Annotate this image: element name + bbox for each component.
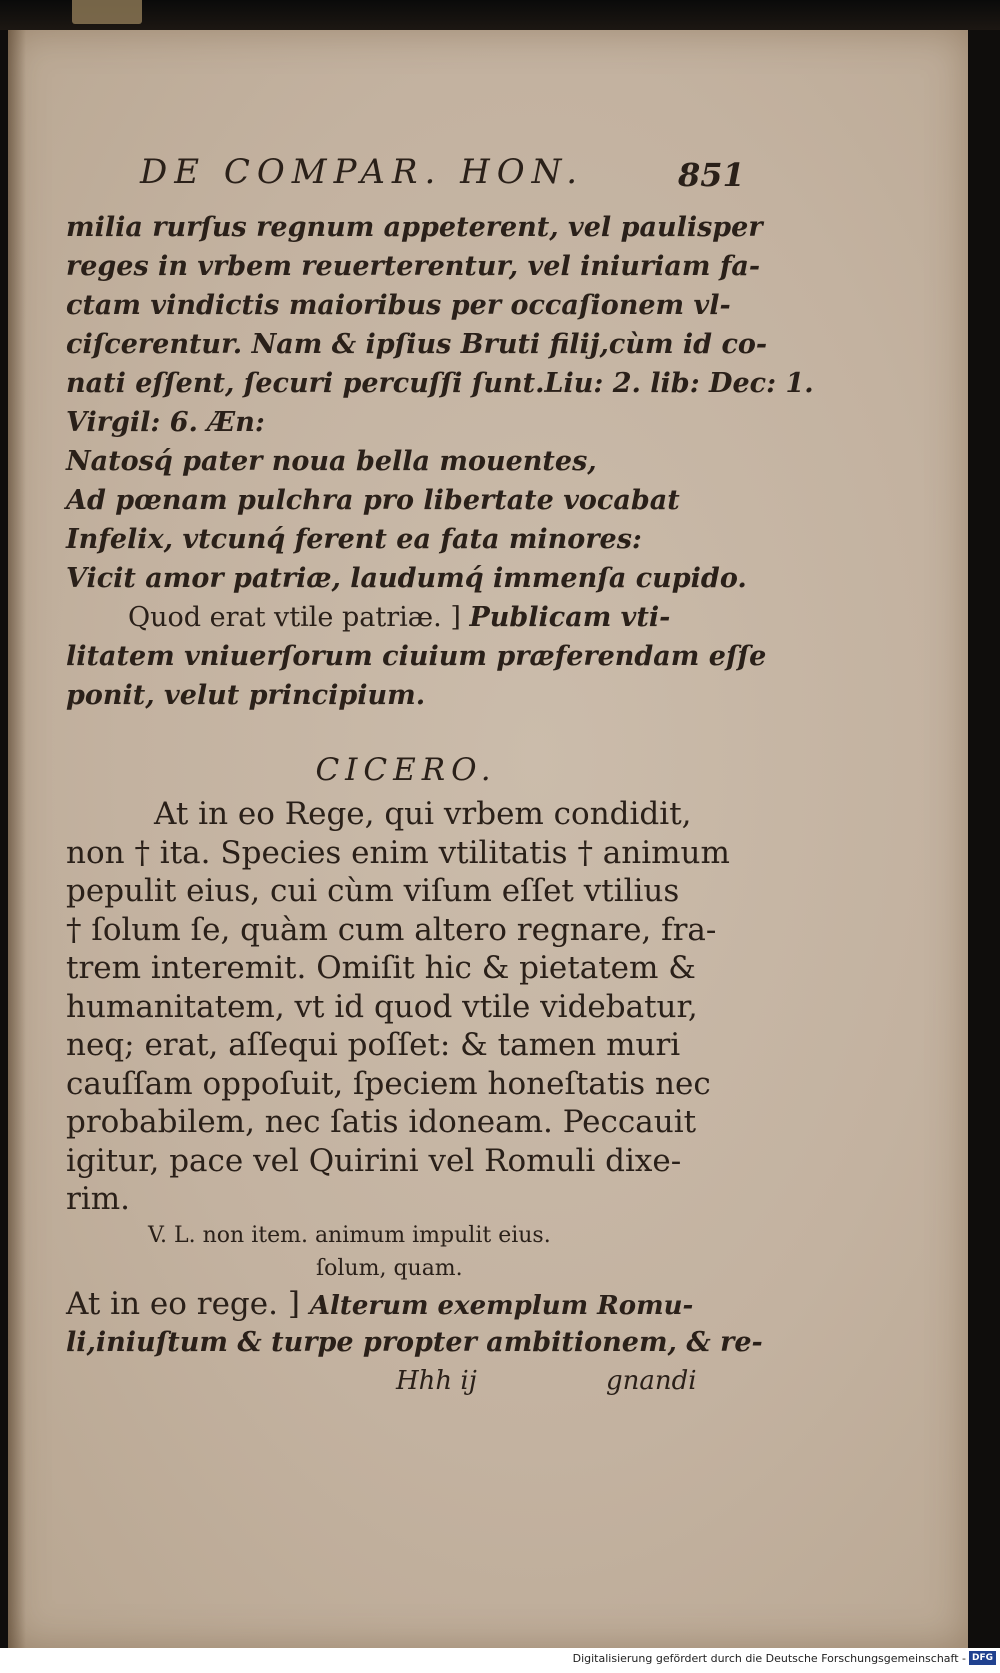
commentary-line: li,iniuſtum & turpe propter ambitionem, & re- [66, 1327, 763, 1358]
book-binding-edge [72, 0, 142, 24]
text-line: rim. [66, 1181, 130, 1217]
book-page [8, 30, 968, 1648]
text-line: † ſolum ſe, quàm cum altero regnare, fra- [66, 911, 717, 948]
lemma-line: At in eo rege. ] Alterum exemplum Romu- [66, 1285, 694, 1322]
text-line: non † ita. Species enim vtilitatis † animum [66, 834, 730, 871]
commentary-line: reges in vrbem reuerterentur, vel iniuriam fa- [66, 251, 761, 282]
dfg-logo: DFG [969, 1651, 996, 1665]
viewer-top-edge [0, 0, 1000, 30]
verse-line: Natosq́ pater noua bella mouentes, [66, 446, 597, 477]
text-line: trem interemit. Omiſit hic & pietatem & [66, 950, 696, 986]
commentary-line: ctam vindictis maioribus per occaſionem vl- [66, 290, 731, 321]
variant-reading: ſolum, quam. [316, 1255, 463, 1281]
text-line: cauſſam oppoſuit, ſpeciem honeſtatis nec [66, 1065, 711, 1102]
lemma-gloss: Publicam vti- [469, 602, 671, 633]
verse-line: Vicit amor patriæ, laudumq́ immenſa cupido. [66, 563, 747, 594]
commentary-line: milia rurſus regnum appeterent, vel paulisper [66, 212, 763, 243]
text-line: pepulit eius, cui cùm viſum eſſet vtilius [66, 873, 680, 909]
folio-number: 851 [678, 156, 745, 194]
text-line: neq; erat, aſſequi poſſet: & tamen muri [66, 1027, 681, 1063]
lemma-gloss: Alterum exemplum Romu- [309, 1290, 694, 1321]
lemma: Quod erat vtile patriæ. [128, 602, 442, 633]
commentary-line: Virgil: 6. Æn: [66, 407, 265, 438]
page-text-block [66, 208, 814, 1400]
section-heading: CICERO. [315, 752, 497, 788]
text-line: igitur, pace vel Quirini vel Romuli dixe- [66, 1142, 682, 1179]
lemma-line: Quod erat vtile patriæ. ] Publicam vti- [128, 602, 671, 633]
lemma: At in eo rege. [66, 1285, 278, 1322]
text-line: humanitatem, vt id quod vtile videbatur, [66, 988, 698, 1025]
funding-credit: Digitalisierung gefördert durch die Deutsche Forschungsgemeinschaft - [572, 1652, 966, 1665]
commentary-line: ciſcerentur. Nam & ipſius Bruti filij,cùm id co- [66, 329, 768, 360]
verse-line: Ad pœnam pulchra pro libertate vocabat [66, 485, 680, 516]
page-foot [66, 1362, 766, 1400]
section-gap [66, 715, 766, 735]
verse-line: Infelix, vtcunq́ ferent ea fata minores: [66, 524, 642, 555]
commentary-line: ponit, velut principium. [66, 680, 426, 711]
text-line: At in eo Rege, qui vrbem condidit, [154, 796, 692, 832]
signature-mark: Hhh ij [396, 1366, 477, 1396]
commentary-line: litatem vniuerſorum ciuium præferendam eſſe [66, 641, 767, 672]
text-line: probabilem, nec ſatis idoneam. Peccauit [66, 1104, 697, 1140]
variant-reading: V. L. non item. animum impulit eius. [148, 1222, 551, 1248]
commentary-line: nati eſſent, ſecuri percuſſi ſunt.Liu: 2. lib: Dec: 1. [66, 368, 814, 399]
catchword: gnandi [606, 1366, 697, 1396]
running-head: DE COMPAR. HON. [140, 152, 585, 192]
